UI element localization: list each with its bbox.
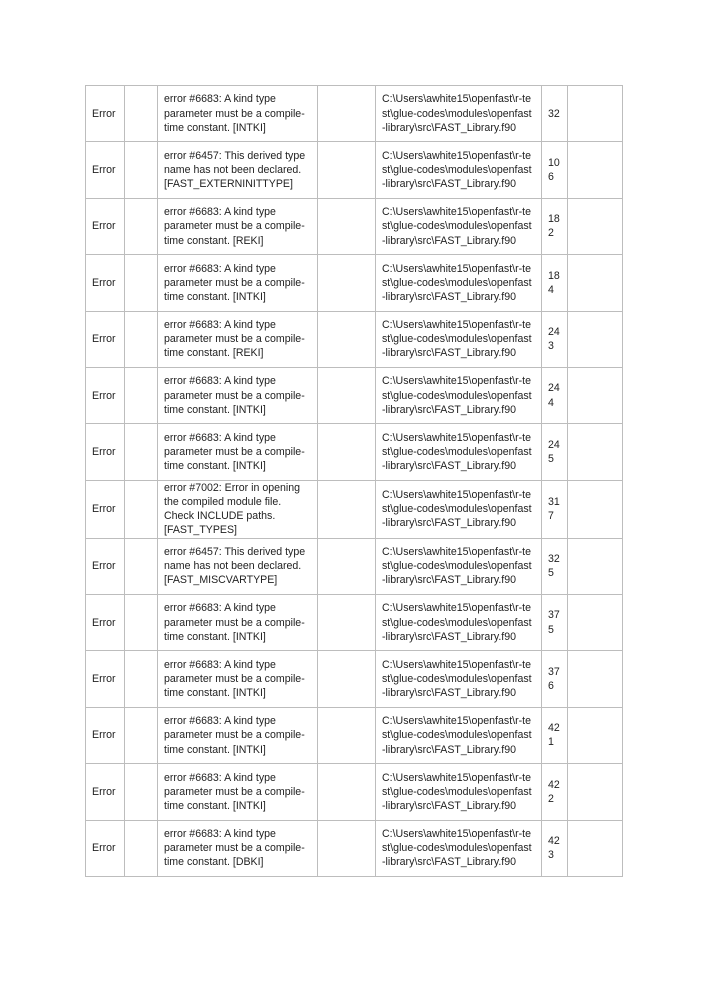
- empty-cell: [125, 311, 158, 367]
- line-number-cell: 243: [542, 311, 568, 367]
- severity-cell: Error: [86, 198, 125, 254]
- description-cell: error #6683: A kind type parameter must be a compile-time constant. [DBKI]: [158, 820, 318, 876]
- description-cell: error #6683: A kind type parameter must be a compile-time constant. [INTKI]: [158, 367, 318, 423]
- empty-cell: [318, 594, 376, 650]
- severity-cell: Error: [86, 594, 125, 650]
- empty-cell: [568, 311, 623, 367]
- severity-cell: Error: [86, 367, 125, 423]
- empty-cell: [125, 594, 158, 650]
- empty-cell: [318, 764, 376, 820]
- table-row: [86, 480, 623, 538]
- empty-cell: [125, 198, 158, 254]
- line-number-cell: 32: [542, 86, 568, 142]
- description-cell: error #6683: A kind type parameter must be a compile-time constant. [REKI]: [158, 311, 318, 367]
- empty-cell: [318, 198, 376, 254]
- description-cell: error #6457: This derived type name has not been declared. [FAST_EXTERNINITTYPE]: [158, 142, 318, 198]
- severity-cell: Error: [86, 142, 125, 198]
- description-cell: error #6683: A kind type parameter must be a compile-time constant. [INTKI]: [158, 255, 318, 311]
- line-number-cell: 244: [542, 367, 568, 423]
- file-path-cell: C:\Users\awhite15\openfast\r-test\glue-codes\modules\openfast-library\src\FAST_Library.f90: [376, 707, 542, 763]
- empty-cell: [125, 86, 158, 142]
- empty-cell: [568, 651, 623, 707]
- file-path-cell: C:\Users\awhite15\openfast\r-test\glue-codes\modules\openfast-library\src\FAST_Library.f90: [376, 424, 542, 480]
- line-number-cell: 184: [542, 255, 568, 311]
- empty-cell: [568, 820, 623, 876]
- file-path-cell: C:\Users\awhite15\openfast\r-test\glue-codes\modules\openfast-library\src\FAST_Library.f90: [376, 311, 542, 367]
- empty-cell: [125, 255, 158, 311]
- description-cell: error #6683: A kind type parameter must be a compile-time constant. [INTKI]: [158, 86, 318, 142]
- table-row: [86, 367, 623, 423]
- empty-cell: [568, 255, 623, 311]
- file-path-cell: C:\Users\awhite15\openfast\r-test\glue-codes\modules\openfast-library\src\FAST_Library.f90: [376, 651, 542, 707]
- line-number-cell: 106: [542, 142, 568, 198]
- severity-cell: Error: [86, 424, 125, 480]
- table-row: [86, 255, 623, 311]
- file-path-cell: C:\Users\awhite15\openfast\r-test\glue-codes\modules\openfast-library\src\FAST_Library.f90: [376, 86, 542, 142]
- table-row: [86, 86, 623, 142]
- line-number-cell: 422: [542, 764, 568, 820]
- severity-cell: Error: [86, 538, 125, 594]
- description-cell: error #6683: A kind type parameter must be a compile-time constant. [REKI]: [158, 198, 318, 254]
- empty-cell: [125, 424, 158, 480]
- table-row: [86, 820, 623, 876]
- empty-cell: [568, 86, 623, 142]
- empty-cell: [318, 86, 376, 142]
- file-path-cell: C:\Users\awhite15\openfast\r-test\glue-codes\modules\openfast-library\src\FAST_Library.f90: [376, 480, 542, 538]
- empty-cell: [318, 424, 376, 480]
- description-cell: error #6683: A kind type parameter must be a compile-time constant. [INTKI]: [158, 424, 318, 480]
- file-path-cell: C:\Users\awhite15\openfast\r-test\glue-codes\modules\openfast-library\src\FAST_Library.f90: [376, 367, 542, 423]
- severity-cell: Error: [86, 480, 125, 538]
- description-cell: error #6683: A kind type parameter must be a compile-time constant. [INTKI]: [158, 651, 318, 707]
- empty-cell: [568, 538, 623, 594]
- table-row: [86, 538, 623, 594]
- line-number-cell: 375: [542, 594, 568, 650]
- line-number-cell: 182: [542, 198, 568, 254]
- table-row: [86, 707, 623, 763]
- empty-cell: [318, 311, 376, 367]
- severity-cell: Error: [86, 820, 125, 876]
- line-number-cell: 376: [542, 651, 568, 707]
- empty-cell: [318, 142, 376, 198]
- empty-cell: [125, 367, 158, 423]
- empty-cell: [318, 651, 376, 707]
- table-row: [86, 764, 623, 820]
- file-path-cell: C:\Users\awhite15\openfast\r-test\glue-codes\modules\openfast-library\src\FAST_Library.f90: [376, 820, 542, 876]
- empty-cell: [568, 142, 623, 198]
- line-number-cell: 245: [542, 424, 568, 480]
- empty-cell: [125, 651, 158, 707]
- description-cell: error #6683: A kind type parameter must be a compile-time constant. [INTKI]: [158, 594, 318, 650]
- table-row: [86, 651, 623, 707]
- file-path-cell: C:\Users\awhite15\openfast\r-test\glue-codes\modules\openfast-library\src\FAST_Library.f90: [376, 142, 542, 198]
- table-row: [86, 594, 623, 650]
- empty-cell: [125, 707, 158, 763]
- empty-cell: [568, 764, 623, 820]
- empty-cell: [318, 367, 376, 423]
- empty-cell: [125, 480, 158, 538]
- empty-cell: [125, 538, 158, 594]
- empty-cell: [125, 820, 158, 876]
- file-path-cell: C:\Users\awhite15\openfast\r-test\glue-codes\modules\openfast-library\src\FAST_Library.f90: [376, 255, 542, 311]
- description-cell: error #6457: This derived type name has not been declared. [FAST_MISCVARTYPE]: [158, 538, 318, 594]
- file-path-cell: C:\Users\awhite15\openfast\r-test\glue-codes\modules\openfast-library\src\FAST_Library.f90: [376, 594, 542, 650]
- severity-cell: Error: [86, 764, 125, 820]
- empty-cell: [318, 538, 376, 594]
- empty-cell: [568, 424, 623, 480]
- empty-cell: [568, 707, 623, 763]
- line-number-cell: 317: [542, 480, 568, 538]
- line-number-cell: 325: [542, 538, 568, 594]
- empty-cell: [318, 820, 376, 876]
- table-row: [86, 424, 623, 480]
- empty-cell: [568, 367, 623, 423]
- severity-cell: Error: [86, 707, 125, 763]
- empty-cell: [125, 764, 158, 820]
- severity-cell: Error: [86, 651, 125, 707]
- empty-cell: [318, 255, 376, 311]
- description-cell: error #6683: A kind type parameter must be a compile-time constant. [INTKI]: [158, 707, 318, 763]
- empty-cell: [318, 480, 376, 538]
- error-list-body: [86, 86, 623, 877]
- table-row: [86, 311, 623, 367]
- severity-cell: Error: [86, 86, 125, 142]
- empty-cell: [318, 707, 376, 763]
- file-path-cell: C:\Users\awhite15\openfast\r-test\glue-codes\modules\openfast-library\src\FAST_Library.f90: [376, 198, 542, 254]
- description-cell: error #7002: Error in opening the compiled module file. Check INCLUDE paths. [FAST_TYPES]: [158, 480, 318, 538]
- severity-cell: Error: [86, 255, 125, 311]
- error-list-table: [85, 85, 623, 877]
- empty-cell: [568, 198, 623, 254]
- file-path-cell: C:\Users\awhite15\openfast\r-test\glue-codes\modules\openfast-library\src\FAST_Library.f90: [376, 538, 542, 594]
- table-row: [86, 142, 623, 198]
- file-path-cell: C:\Users\awhite15\openfast\r-test\glue-codes\modules\openfast-library\src\FAST_Library.f90: [376, 764, 542, 820]
- table-row: [86, 198, 623, 254]
- empty-cell: [125, 142, 158, 198]
- description-cell: error #6683: A kind type parameter must be a compile-time constant. [INTKI]: [158, 764, 318, 820]
- line-number-cell: 421: [542, 707, 568, 763]
- empty-cell: [568, 594, 623, 650]
- severity-cell: Error: [86, 311, 125, 367]
- line-number-cell: 423: [542, 820, 568, 876]
- empty-cell: [568, 480, 623, 538]
